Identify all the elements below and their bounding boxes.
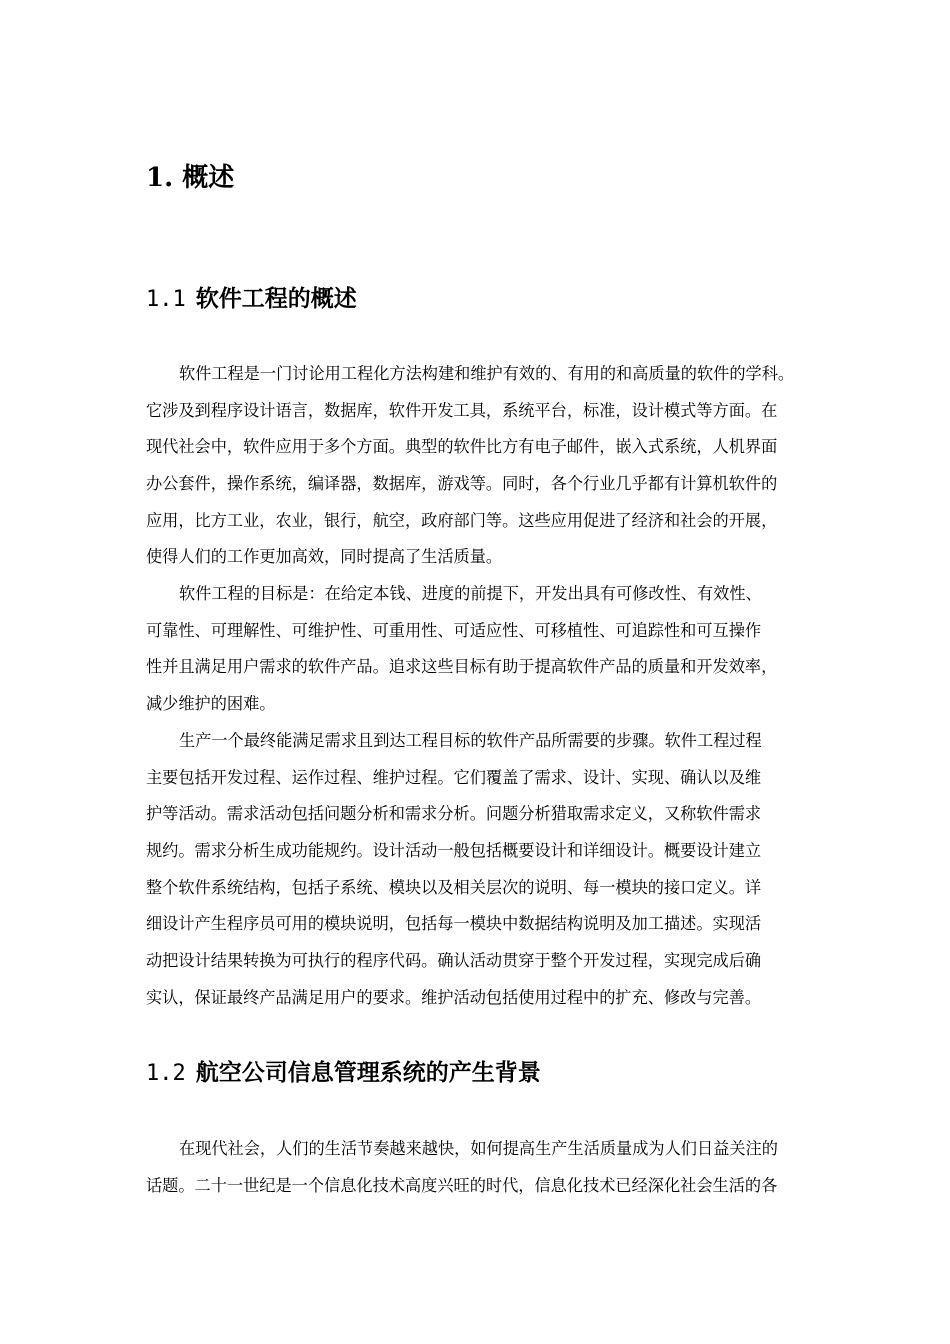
- paragraph-line: 可靠性、可理解性、可维护性、可重用性、可适应性、可移植性、可追踪性和可互操作: [146, 620, 762, 640]
- paragraph-line: 使得人们的工作更加高效，同时提高了生活质量。: [146, 547, 503, 567]
- paragraph-line: 软件工程的目标是：在给定本钱、进度的前提下，开发出具有可修改性、有效性、: [179, 584, 762, 603]
- paragraph-line: 动把设计结果转换为可执行的程序代码。确认活动贯穿于整个开发过程，实现完成后确: [146, 951, 762, 971]
- paragraph-line: 软件工程是一门讨论用工程化方法构建和维护有效的、有用的和高质量的软件的学科。: [179, 364, 795, 383]
- paragraph-line: 它涉及到程序设计语言，数据库，软件开发工具，系统平台，标准，设计模式等方面。在: [146, 400, 778, 420]
- paragraph-line: 在现代社会，人们的生活节奏越来越快，如何提高生产生活质量成为人们日益关注的: [179, 1139, 778, 1158]
- paragraph-line: 话题。二十一世纪是一个信息化技术高度兴旺的时代，信息化技术已经深化社会生活的各: [146, 1175, 778, 1195]
- section-heading-1-1: [146, 283, 357, 316]
- section-title: 航空公司信息管理系统的产生背景: [195, 1059, 541, 1086]
- paragraph-line: 护等活动。需求活动包括问题分析和需求分析。问题分析猎取需求定义，又称软件需求: [146, 804, 762, 824]
- section-number: 1.1: [146, 287, 186, 312]
- section-number: 1.2: [146, 1061, 186, 1086]
- paragraph-3: [146, 723, 816, 1017]
- paragraph-line: 整个软件系统结构，包括子系统、模块以及相关层次的说明、每一模块的接口定义。详: [146, 877, 762, 897]
- paragraph-line: 办公套件，操作系统，编译器，数据库，游戏等。同时，各个行业几乎都有计算机软件的: [146, 474, 778, 494]
- paragraph-line: 生产一个最终能满足需求且到达工程目标的软件产品所需要的步骤。软件工程过程: [179, 731, 762, 750]
- paragraph-line: 规约。需求分析生成功能规约。设计活动一般包括概要设计和详细设计。概要设计建立: [146, 841, 762, 861]
- section-heading-1-2: [146, 1057, 541, 1090]
- paragraph-1: [146, 356, 816, 576]
- paragraph-2: [146, 576, 816, 723]
- paragraph-line: 细设计产生程序员可用的模块说明，包括每一模块中数据结构说明及加工描述。实现活: [146, 914, 762, 934]
- paragraph-line: 现代社会中，软件应用于多个方面。典型的软件比方有电子邮件，嵌入式系统，人机界面: [146, 437, 778, 457]
- paragraph-4: [146, 1131, 816, 1204]
- paragraph-line: 减少维护的困难。: [146, 694, 276, 714]
- section-title: 软件工程的概述: [195, 285, 357, 312]
- paragraph-line: 性并且满足用户需求的软件产品。追求这些目标有助于提高软件产品的质量和开发效率，: [146, 657, 778, 677]
- chapter-heading: 1. 概述: [146, 163, 235, 193]
- paragraph-line: 主要包括开发过程、运作过程、维护过程。它们覆盖了需求、设计、实现、确认以及维: [146, 767, 762, 787]
- paragraph-line: 应用，比方工业，农业，银行，航空，政府部门等。这些应用促进了经济和社会的开展，: [146, 510, 778, 530]
- paragraph-line: 实认，保证最终产品满足用户的要求。维护活动包括使用过程中的扩充、修改与完善。: [146, 987, 762, 1007]
